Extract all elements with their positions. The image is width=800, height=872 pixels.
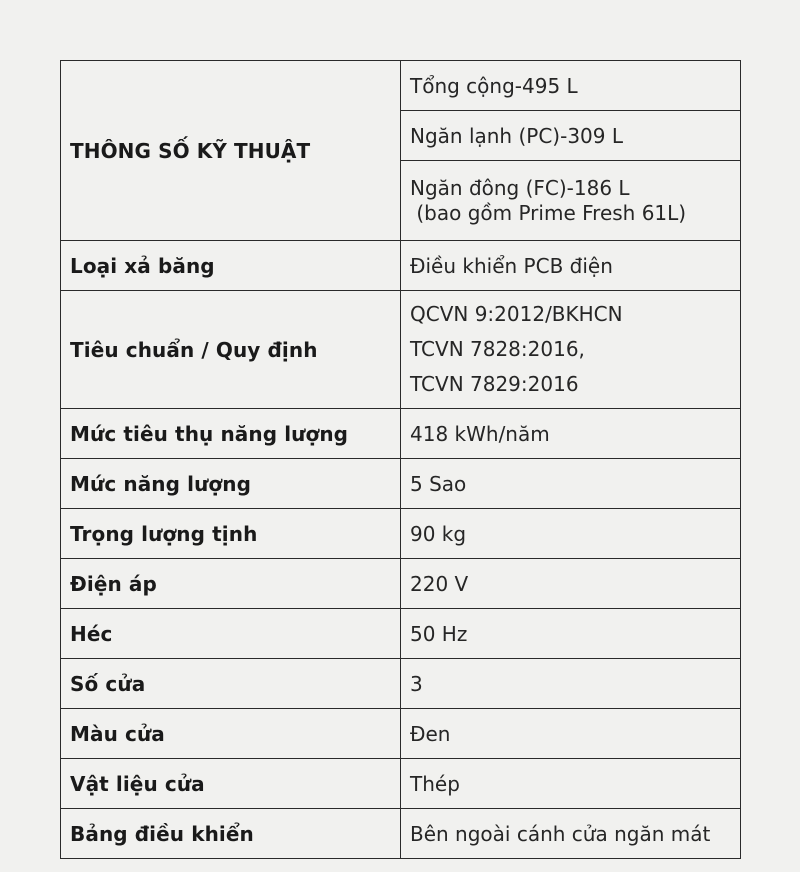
spec-value-standards xyxy=(401,291,741,409)
spec-value: 50 Hz xyxy=(401,609,741,659)
table-row xyxy=(61,61,741,111)
spec-value: Đen xyxy=(401,709,741,759)
table-row xyxy=(61,291,741,409)
table-row xyxy=(61,709,741,759)
spec-value: Bên ngoài cánh cửa ngăn mát xyxy=(401,809,741,859)
table-row xyxy=(61,809,741,859)
spec-key: Mức tiêu thụ năng lượng xyxy=(61,409,401,459)
table-row xyxy=(61,241,741,291)
freezer-line-1: Ngăn đông (FC)-186 L xyxy=(410,175,630,200)
table-row xyxy=(61,659,741,709)
spec-value: 5 Sao xyxy=(401,459,741,509)
table-row xyxy=(61,459,741,509)
freezer-line-2: (bao gồm Prime Fresh 61L) xyxy=(410,200,687,225)
spec-value: 3 xyxy=(401,659,741,709)
spec-key: Trọng lượng tịnh xyxy=(61,509,401,559)
spec-table xyxy=(60,60,741,859)
standard-line: TCVN 7828:2016, xyxy=(410,337,585,361)
spec-key: Héc xyxy=(61,609,401,659)
spec-key: Số cửa xyxy=(61,659,401,709)
table-row xyxy=(61,559,741,609)
table-row xyxy=(61,409,741,459)
spec-key: Vật liệu cửa xyxy=(61,759,401,809)
spec-key-capacity: THÔNG SỐ KỸ THUẬT xyxy=(61,61,401,241)
spec-value-fridge: Ngăn lạnh (PC)-309 L xyxy=(401,111,741,161)
spec-value: 220 V xyxy=(401,559,741,609)
table-row xyxy=(61,609,741,659)
table-row xyxy=(61,759,741,809)
spec-value-freezer xyxy=(401,161,741,241)
spec-key: Bảng điều khiển xyxy=(61,809,401,859)
spec-key: Điện áp xyxy=(61,559,401,609)
standard-line: TCVN 7829:2016 xyxy=(410,372,579,396)
spec-key: Tiêu chuẩn / Quy định xyxy=(61,291,401,409)
spec-value: 90 kg xyxy=(401,509,741,559)
spec-value: 418 kWh/năm xyxy=(401,409,741,459)
spec-key: Loại xả băng xyxy=(61,241,401,291)
table-row xyxy=(61,509,741,559)
spec-value: Thép xyxy=(401,759,741,809)
spec-value-total: Tổng cộng-495 L xyxy=(401,61,741,111)
spec-key: Màu cửa xyxy=(61,709,401,759)
spec-value: Điều khiển PCB điện xyxy=(401,241,741,291)
spec-key: Mức năng lượng xyxy=(61,459,401,509)
standard-line: QCVN 9:2012/BKHCN xyxy=(410,302,623,326)
